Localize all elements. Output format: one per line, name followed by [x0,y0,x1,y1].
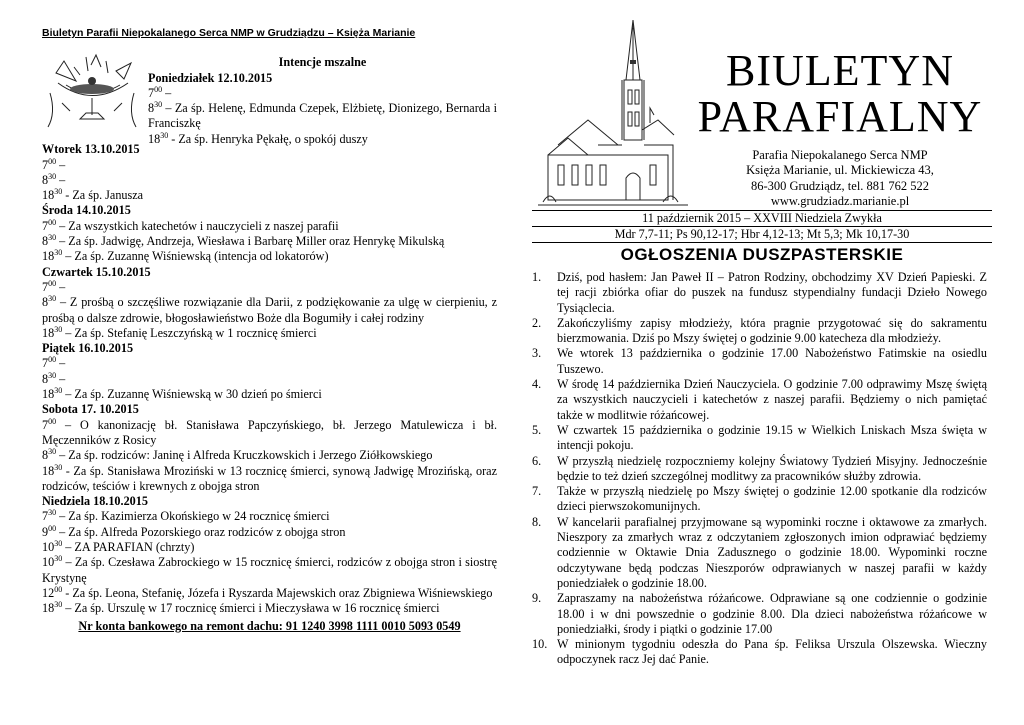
mass-intention: $9^{00}$ – Za śp. Alfreda Pozorskiego oraz rodziców z obojga stron [42,523,346,539]
bulletin-header: Biuletyn Parafii Niepokalanego Serca NMP w Grudziądzu – Księża Marianie [42,27,416,39]
announcement-number: 1. [532,270,542,284]
day-heading: Poniedziałek 12.10.2015 [148,70,273,85]
parish-phone: 86-300 Grudziądz, tel. 881 762 522 [750,178,930,193]
liturgy-date: 11 październik 2015 – XXVIII Niedziela Zwykła [532,210,992,226]
church-illustration [538,20,688,210]
monday-block [148,55,497,147]
mass-intention: $8^{30}$ – [42,171,66,187]
announcement-number: 3. [532,346,542,361]
chalice-illustration [46,53,138,131]
announcement-item [532,316,987,347]
day-heading: Wtorek 13.10.2015 [42,142,140,157]
mass-intention: $18^{30}$ – Za śp. Stefanię Leszczyńską w 1 rocznicę śmierci [42,324,317,340]
bank-account-footer: Nr konta bankowego na remont dachu: 91 1240 3998 1111 0010 5093 0549 [78,618,461,633]
mass-intention: $18^{30}$ - Za śp. Henryka Pękałę, o spokój duszy [148,130,368,146]
announcement-text: Zapraszamy na nabożeństwa różańcowe. Odprawiane są one codziennie o godzinie 18.00 i w dni powszednie o godzinie 8.00. Dla dzieci nabożeństwa różańcowe w poniedziałki, środy i piątki o godzinie 17.00 [557,591,987,636]
parish-name: Parafia Niepokalanego Serca NMP [752,148,928,162]
announcement-item [532,454,987,485]
announcement-text: W środę 14 października Dzień Nauczyciela. O godzinie 7.00 odprawimy Mszę świętą za wszystkich nauczycieli i katechetów z naszej parafii. Będziemy o nich pamiętać także w modlitwie różańcowej. [557,377,987,422]
announcement-number: 10. [532,637,548,652]
announcement-text: Dziś, pod hasłem: Jan Paweł II – Patron Rodziny, obchodzimy XV Dzień Papieski. Z tej racji zbiórka ofiar do puszek na fundusz stypendialny fundacji Dzieło Nowego Tysiąclecia. [557,270,987,315]
mass-intention: $7^{00}$ – O kanonizację bł. Stanisława Papczyńskiego, bł. Jerzego Matulewicza i bł. Męczenników z Rosicy [42,416,497,447]
mass-intention: $8^{30}$ – Za śp. Helenę, Edmunda Czepek, Elżbietę, Dionizego, Bernarda i Franciszkę [148,100,497,131]
mass-intention: $18^{30}$ – Za śp. Zuzannę Wiśniewską (intencja od lokatorów) [42,248,329,264]
day-heading: Piątek 16.10.2015 [42,341,134,356]
announcement-item [532,346,987,377]
announcement-text: Zakończyliśmy zapisy młodzieży, która pragnie przygotować się do sakramentu bierzmowania. Dziś po Mszy świętej o godzinie 9.00 katecheza dla młodzieży. [557,315,987,346]
saturday-block [42,402,497,494]
announcement-number: 6. [532,453,542,468]
announcement-item [532,515,987,591]
mass-intention: $7^{00}$ – [148,84,172,100]
wednesday-block [42,203,497,264]
mass-intention: $8^{30}$ – Za śp. rodziców: Janinę i Alfreda Kruczkowskich i Jerzego Ziółkowskiego [42,447,433,463]
announcement-text: W minionym tygodniu odeszła do Pana śp. Feliksa Urszula Olszewska. Wieczny odpoczynek racz Jej dać Panie. [557,637,987,667]
tuesday-block [42,142,497,203]
mass-intention: $18^{30}$ - Za śp. Stanisława Mroziński w 13 rocznicę śmierci, synową Jadwigę Mrozińską, oraz rodziców, teściów i krewnych z obojga stron [42,462,497,493]
announcement-number: 8. [532,514,542,529]
mass-intention: $7^{00}$ – [42,156,66,172]
announcement-number: 7. [532,484,542,499]
sunday-block [42,494,497,616]
announcements-list [532,270,987,668]
announcement-item [532,377,987,423]
liturgy-readings: Mdr 7,7-11; Ps 90,12-17; Hbr 4,12-13; Mt 5,3; Mk 10,17-30 [532,226,992,243]
announcement-number: 4. [532,377,542,392]
friday-block [42,341,497,402]
mass-intention: $18^{30}$ - Za śp. Janusza [42,187,144,203]
left-page [42,26,497,634]
parish-address: Księża Marianie, ul. Mickiewicza 43, [746,163,934,178]
announcement-item [532,637,987,668]
announcement-text: W czwartek 15 października o godzinie 19.15 w Wielkich Lniskach Msza święta w intencji pokoju. [557,422,987,453]
day-heading: Sobota 17. 10.2015 [42,402,139,417]
thursday-block [42,265,497,341]
parish-info [710,148,970,209]
mass-intention: $8^{30}$ – Z prośbą o szczęśliwe rozwiązanie dla Darii, z podziękowanie za ulgę w cierpieniu, z prośbą o dalsze zdrowie, błogosławieństwo Boże dla Bogumiły i całej rodziny [42,294,497,325]
intro-block [42,47,497,146]
mass-intention: $18^{30}$ – Za śp. Urszulę w 17 rocznicę śmierci i Mieczysława w 16 rocznicę śmierci [42,600,440,616]
title-line-1: BIULETYN [726,46,954,95]
mass-intention: $7^{00}$ – Za wszystkich katechetów i nauczycieli z naszej parafii [42,217,339,233]
announcement-text: W przyszłą niedzielę rozpoczniemy kolejny Światowy Tydzień Misyjny. Jednocześnie będzie to też dzień szczególnej modlitwy za pracowników służby zdrowia. [557,453,987,483]
mass-intention: $10^{30}$ – ZA PARAFIAN (chrzty) [42,538,195,555]
announcement-number: 9. [532,591,542,606]
announcement-item [532,423,987,454]
announcement-item [532,270,987,316]
mass-intention: $7^{00}$ – [42,355,66,371]
announcement-item [532,484,987,515]
mass-intention: $12^{00}$ - Za śp. Leona, Stefanię, Józefa i Ryszarda Majewskich oraz Zbigniewa Wiśniewskiego [42,584,493,600]
announcement-number: 2. [532,315,542,330]
mass-intention: $8^{30}$ – [42,370,66,386]
day-heading: Czwartek 15.10.2015 [42,264,151,279]
announcement-number: 5. [532,422,542,437]
bulletin-title [682,48,998,140]
mass-intention: $8^{30}$ – Za śp. Jadwigę, Andrzeja, Wiesława i Barbarę Miller oraz Henrykę Mikulską [42,233,445,249]
mass-intention: $18^{30}$ – Za śp. Zuzannę Wiśniewską w 30 dzień po śmierci [42,385,322,402]
day-heading: Niedziela 18.10.2015 [42,494,148,509]
liturgy-info [532,210,992,243]
parish-website: www.grudziadz.marianie.pl [770,193,910,208]
mass-intention: $10^{30}$ – Za śp. Czesława Zabrockiego w 15 rocznicę śmierci, rodziców z obojga stron i siostrę Krystynę [42,554,497,585]
announcement-text: Także w przyszłą niedzielę po Mszy świętej o godzinie 12.00 spotkanie dla rodziców dzieci pierwszokomunijnych. [557,484,987,514]
intentions-title: Intencje mszalne [278,55,367,70]
announcement-text: W kancelarii parafialnej przyjmowane są wypominki roczne i oktawowe za zmarłych. Nieszpory za zmarłych wraz z odczytaniem zgłoszonych imion odprawiać będziemy codziennie w Oktawie Dnia Zadusznego o godzinie 18.00. Wypominki roczne odczytywane będą podczas Nieszporów odprawianych w naszej parafii w każdy poniedziałek o godzinie 18.00. [557,514,987,590]
announcements-title: OGŁOSZENIA DUSZPASTERSKIE [620,245,904,264]
title-line-2: PARAFIALNY [697,92,983,141]
announcement-text: We wtorek 13 października o godzinie 17.00 Nabożeństwo Fatimskie na osiedlu Tuszewo. [557,346,987,376]
mass-intention: $7^{30}$ – Za śp. Kazimierza Okońskiego w 24 rocznicę śmierci [42,508,330,524]
day-heading: Środa 14.10.2015 [42,203,131,218]
mass-intention: $7^{00}$ – [42,278,66,294]
announcement-item [532,591,987,637]
